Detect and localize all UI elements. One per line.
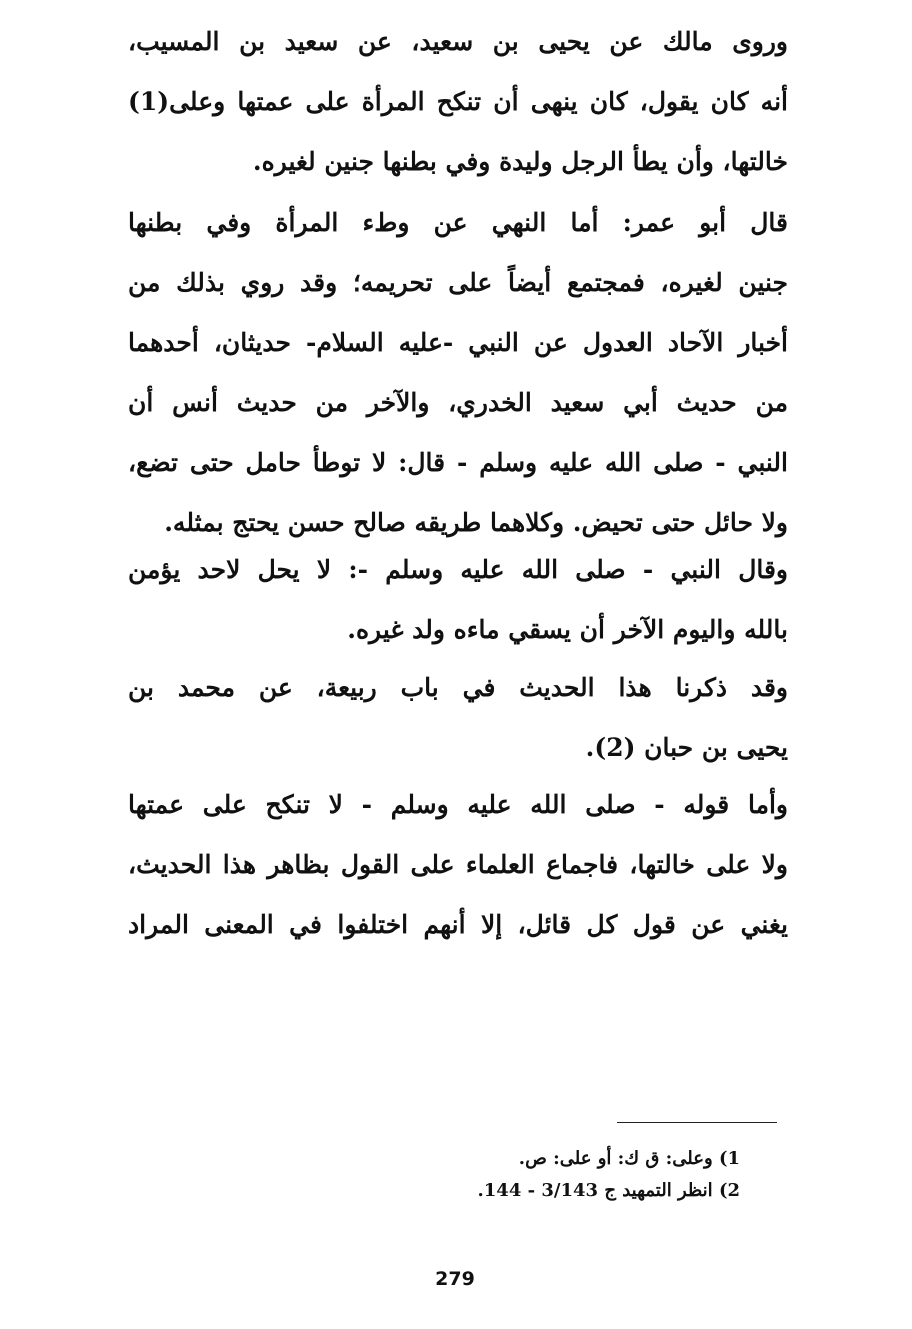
page-number: 279 <box>435 1268 475 1290</box>
text-line: خالتها، وأن يطأ الرجل وليدة وفي بطنها جنين لغيره. <box>252 147 788 176</box>
text-line: وقال النبي - صلى الله عليه وسلم -: لا يحل لاحد يؤمن <box>128 555 788 584</box>
text-line: يحيى بن حبان (2). <box>585 733 788 762</box>
text-line: قال أبو عمر: أما النهي عن وطء المرأة وفي بطنها <box>128 208 788 237</box>
text-line: يغني عن قول كل قائل، إلا أنهم اختلفوا في المعنى المراد <box>128 910 788 939</box>
text-line: أخبار الآحاد العدول عن النبي -عليه السلام- حديثان، أحدهما <box>128 328 788 357</box>
text-line: ولا على خالتها، فاجماع العلماء على القول بظاهر هذا الحديث، <box>128 850 788 879</box>
text-line: من حديث أبي سعيد الخدري، والآخر من حديث أنس أن <box>128 388 788 417</box>
paragraph-4 <box>128 658 788 778</box>
text-line: جنين لغيره، فمجتمع أيضاً على تحريمه؛ وقد روي بذلك من <box>128 268 788 297</box>
paragraph-1 <box>128 12 788 192</box>
text-line: وقد ذكرنا هذا الحديث في باب ربيعة، عن محمد بن <box>128 673 788 702</box>
footnote-2: 2) انظر التمهيد ج 3/143 - 144. <box>477 1180 740 1201</box>
text-line: وروى مالك عن يحيى بن سعيد، عن سعيد بن المسيب، <box>128 27 788 56</box>
footnote-1: 1) وعلى: ق ك: أو على: ص. <box>518 1148 740 1169</box>
footnotes <box>360 1143 740 1207</box>
text-line: وأما قوله - صلى الله عليه وسلم - لا تنكح على عمتها <box>128 790 788 819</box>
text-line: ولا حائل حتى تحيض. وكلاهما طريقه صالح حسن يحتج بمثله. <box>164 508 788 537</box>
paragraph-3 <box>128 540 788 660</box>
footnote-divider <box>617 1122 777 1123</box>
paragraph-5 <box>128 775 788 955</box>
paragraph-2 <box>128 193 788 553</box>
text-line: أنه كان يقول، كان ينهى أن تنكح المرأة على عمتها وعلى(1) <box>128 87 788 116</box>
text-line: بالله واليوم الآخر أن يسقي ماءه ولد غيره. <box>347 615 788 644</box>
text-line: النبي - صلى الله عليه وسلم - قال: لا توطأ حامل حتى تضع، <box>128 448 788 477</box>
